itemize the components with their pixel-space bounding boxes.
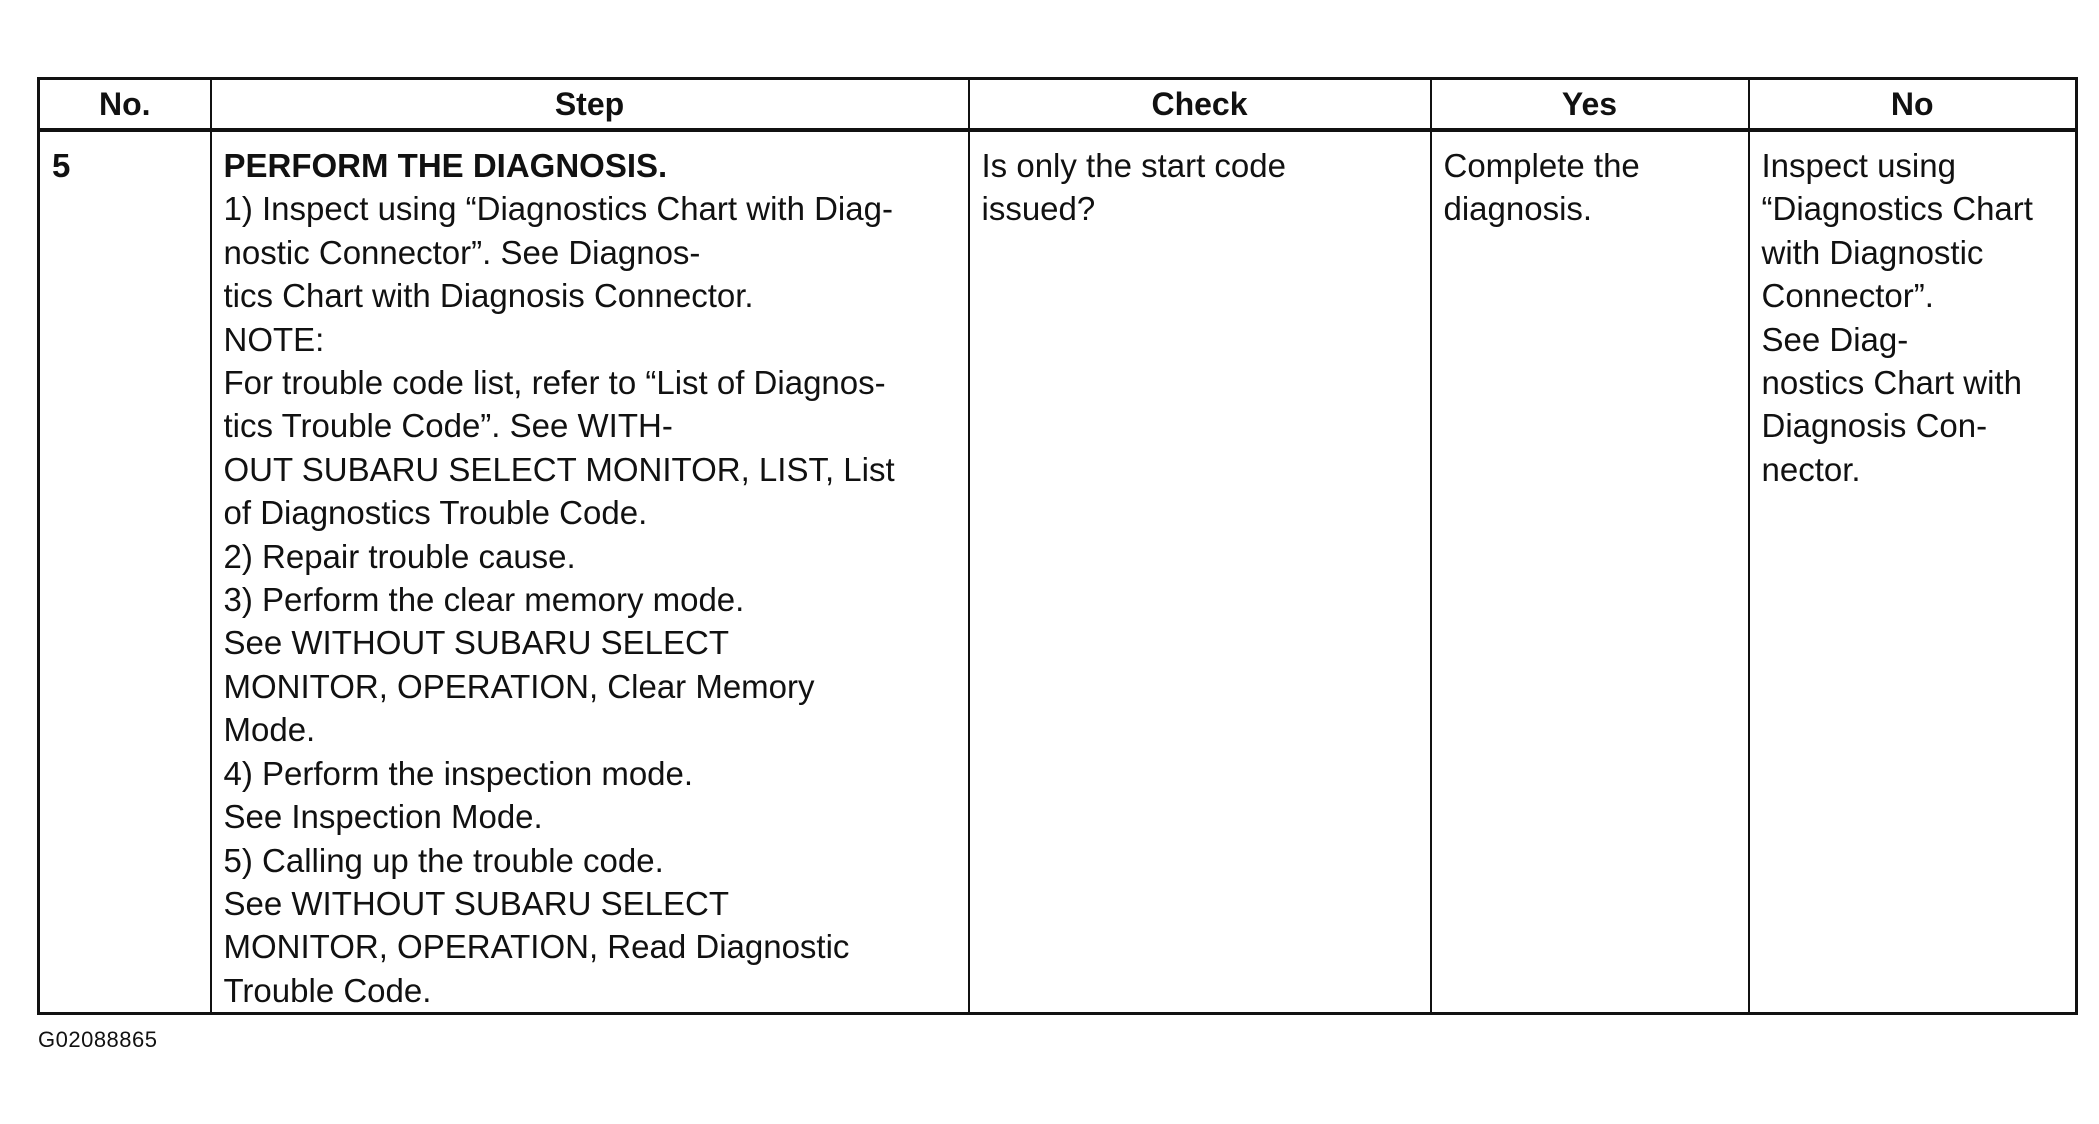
check-line: issued? — [981, 190, 1096, 228]
no-line: Connector”. — [1761, 277, 1934, 315]
step-line: 1) Inspect using “Diagnostics Chart with Diag- — [223, 190, 893, 228]
no-line: nector. — [1761, 450, 1861, 488]
step-cell — [211, 130, 969, 1014]
step-line: 3) Perform the clear memory mode. — [223, 581, 745, 619]
header-no-result: No — [1749, 79, 2077, 131]
step-line: 5) Calling up the trouble code. — [223, 841, 664, 879]
step-line: Mode. — [223, 711, 316, 749]
no-line: Diagnosis Con- — [1761, 407, 1988, 445]
step-line: See WITHOUT SUBARU SELECT — [223, 624, 729, 662]
figure-id: G02088865 — [38, 1027, 158, 1052]
header-yes: Yes — [1431, 79, 1749, 131]
step-line: of Diagnostics Trouble Code. — [223, 494, 648, 532]
step-line: For trouble code list, refer to “List of Diagnos- — [223, 364, 886, 402]
yes-line: diagnosis. — [1443, 190, 1593, 228]
step-line: OUT SUBARU SELECT MONITOR, LIST, List — [223, 450, 895, 488]
no-line: with Diagnostic — [1761, 233, 1984, 271]
table-row — [39, 130, 2077, 1014]
no-cell — [1749, 130, 2077, 1014]
step-line: See Inspection Mode. — [223, 798, 543, 836]
step-heading: PERFORM THE DIAGNOSIS. — [223, 147, 668, 184]
header-check: Check — [969, 79, 1431, 131]
step-line: MONITOR, OPERATION, Clear Memory — [223, 667, 815, 705]
check-line: Is only the start code — [981, 147, 1286, 184]
step-line: MONITOR, OPERATION, Read Diagnostic — [223, 928, 850, 966]
row-number: 5 — [39, 130, 211, 1014]
step-line: nostic Connector”. See Diagnos- — [223, 233, 701, 271]
yes-cell — [1431, 130, 1749, 1014]
step-line: 2) Repair trouble cause. — [223, 537, 576, 575]
step-line: NOTE: — [223, 320, 325, 358]
header-no: No. — [39, 79, 211, 131]
yes-line: Complete the — [1443, 147, 1640, 184]
check-cell — [969, 130, 1431, 1014]
header-step: Step — [211, 79, 969, 131]
step-line: tics Trouble Code”. See WITH- — [223, 407, 673, 445]
table-header-row — [39, 79, 2077, 131]
step-line: Trouble Code. — [223, 971, 432, 1009]
step-line: tics Chart with Diagnosis Connector. — [223, 277, 754, 315]
no-line: Inspect using — [1761, 147, 1956, 184]
no-line: nostics Chart with — [1761, 364, 2022, 402]
step-line: 4) Perform the inspection mode. — [223, 754, 694, 792]
diagnosis-table — [37, 77, 2078, 1015]
no-line: “Diagnostics Chart — [1761, 190, 2033, 228]
no-line: See Diag- — [1761, 320, 1909, 358]
step-line: See WITHOUT SUBARU SELECT — [223, 884, 729, 922]
